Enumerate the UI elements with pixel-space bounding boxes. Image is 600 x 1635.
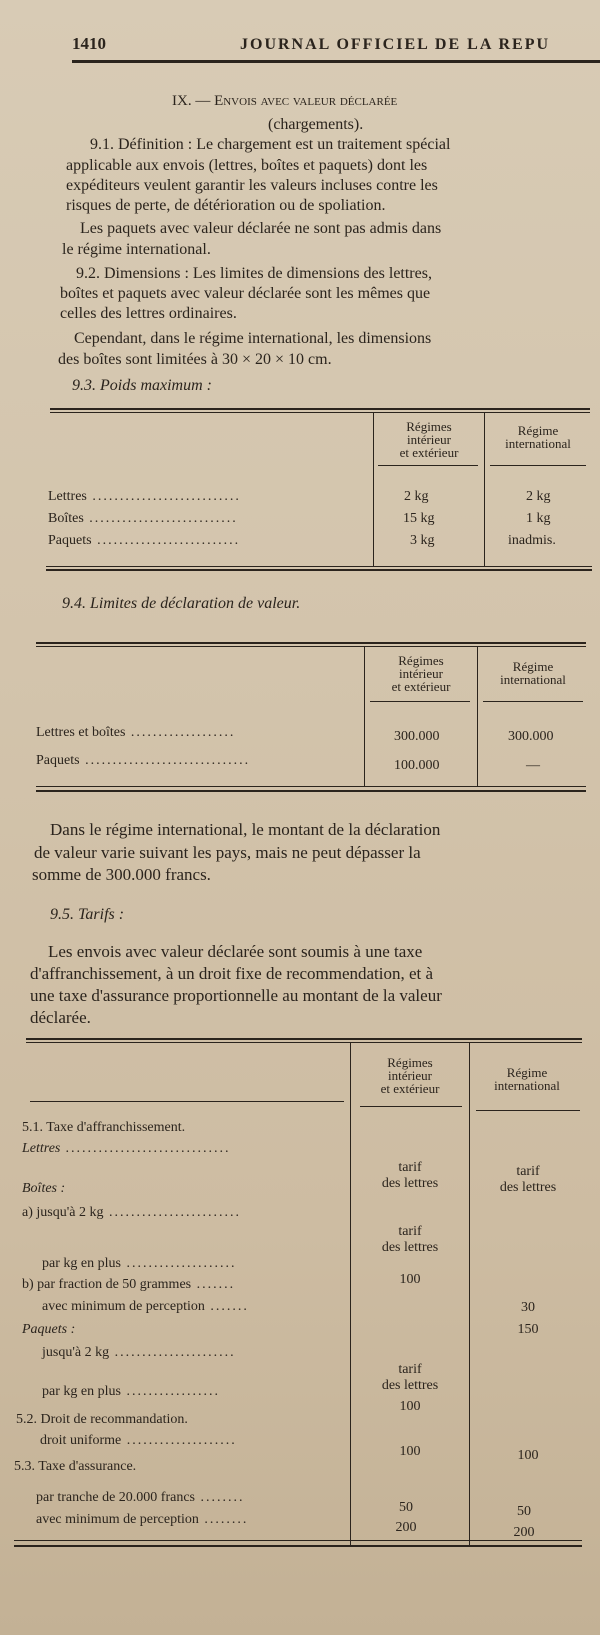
- p94-line-2: de valeur varie suivant les pays, mais ne peut dépasser la: [34, 843, 421, 862]
- section-subtitle: (chargements).: [268, 116, 364, 133]
- table-row: 5.2. Droit de recommandation.: [16, 1412, 188, 1427]
- page-number: 1410: [72, 34, 106, 53]
- table-row: droit uniforme ....................: [40, 1433, 237, 1448]
- table-row: Boîtes ...........................: [48, 511, 238, 526]
- table-row: a) jusqu'à 2 kg ........................: [22, 1205, 241, 1220]
- section-title: IX. — Envois avec valeur déclarée: [172, 93, 398, 109]
- table-row: par kg en plus ....................: [42, 1256, 237, 1271]
- p91b-line-2: le régime international.: [62, 241, 211, 258]
- p95-line-2: d'affranchissement, à un droit fixe de recommendation, et à: [30, 964, 434, 983]
- table-row: b) par fraction de 50 grammes .......: [22, 1277, 236, 1292]
- p91b-line-1: Les paquets avec valeur déclarée ne sont pas admis dans: [80, 220, 442, 237]
- table-row: 5.3. Taxe d'assurance.: [14, 1459, 137, 1474]
- table95-col1-header: Régimes intérieur et extérieur: [380, 1055, 440, 1096]
- p91-line-4: risques de perte, de détérioration ou de spoliation.: [66, 197, 386, 214]
- p92-line-2: boîtes et paquets avec valeur déclarée sont les mêmes que: [60, 285, 431, 302]
- table-row: 5.1. Taxe d'affranchissement.: [22, 1120, 186, 1135]
- p95-line-1: Les envois avec valeur déclarée sont soumis à une taxe: [48, 942, 423, 961]
- table-row: Lettres et boîtes ...................: [36, 725, 236, 740]
- table-row: Paquets ..............................: [36, 753, 251, 768]
- journal-title: JOURNAL OFFICIEL DE LA REPU: [240, 36, 551, 53]
- table94-col1-header: Régimes intérieur et extérieur: [391, 653, 451, 694]
- heading-9-4: 9.4. Limites de déclaration de valeur.: [62, 595, 301, 612]
- p91-line-2: applicable aux envois (lettres, boîtes et paquets) dont les: [66, 157, 428, 174]
- header-rule: [72, 60, 600, 63]
- table-row: par tranche de 20.000 francs ........: [36, 1490, 245, 1505]
- table94-col2-header: Régime international: [500, 659, 566, 687]
- table-row: Paquets ..........................: [48, 533, 241, 548]
- table93-col2-header: Régime international: [505, 423, 571, 451]
- heading-9-3: 9.3. Poids maximum :: [72, 377, 212, 394]
- table93-col1-header: Régimes intérieur et extérieur: [399, 419, 459, 460]
- p92-line-1: 9.2. Dimensions : Les limites de dimensions des lettres,: [76, 265, 432, 282]
- p92b-line-1: Cependant, dans le régime international, les dimensions: [74, 330, 432, 347]
- p94-line-1: Dans le régime international, le montant de la déclaration: [50, 820, 441, 839]
- table-row: avec minimum de perception ........: [36, 1512, 249, 1527]
- p91-line-3: expéditeurs veulent garantir les valeurs incluses contre les: [66, 177, 438, 194]
- table-row: par kg en plus .................: [42, 1384, 220, 1399]
- table-row: Lettres ..............................: [22, 1141, 231, 1156]
- table-row: jusqu'à 2 kg ......................: [42, 1345, 236, 1360]
- table-row: Paquets :: [22, 1322, 76, 1337]
- table-row: Boîtes :: [22, 1181, 66, 1196]
- p91-line-1: 9.1. Définition : Le chargement est un traitement spécial: [90, 136, 451, 153]
- p92-line-3: celles des lettres ordinaires.: [60, 305, 237, 322]
- p95-line-3: une taxe d'assurance proportionnelle au montant de la valeur: [30, 986, 442, 1005]
- document-page: 1410 JOURNAL OFFICIEL DE LA REPU IX. — Envois avec valeur déclarée (chargements). 9.1. Définition : Le chargement est un traitement spécial applicable aux envois (lettres, boîtes et paquets) dont les expéditeurs veulent garantir les valeurs incluses contre les risques de perte, de détérioration ou de spoliation. Les paquets avec valeur déclarée ne sont pas admis dans le régime international. 9.2. Dimensions : Les limites de dimensions des lettres, boîtes et paquets avec valeur déclarée sont les mêmes que celles des lettres ordinaires. Cependant, dans le régime international, les dimensions des boîtes sont limitées à 30 × 20 × 10 cm. 9.3. Poids maximum : Régimes intérieur et extérieur Régime international Lettres ........................... 2 kg 2 kg Boîtes ........................... 15 kg 1 kg Paquets .......................... 3 kg inadmis. 9.4. Limites de déclaration de valeur. Régimes intérieur et extérieur Régime international Lettres et boîtes ................... 300.000 300.000 Paquets .............................. 100.000 — Dans le régime international, le montant de la déclaration de valeur varie suivant les pays, mais ne peut dépasser la somme de 300.000 francs. 9.5. Tarifs : Les envois avec valeur déclarée sont soumis à une taxe d'affranchissement, à un droit fixe de recommendation, et à une taxe d'assurance proportionnelle au montant de la valeur déclarée. Régimes intérieur et extérieur Régime international 5.1. Taxe d'affranchissement. Lettres .............................. tarif des lettres tarif des lettres Boîtes : a) jusqu'à 2 kg ........................ tarif des lettres par kg en plus .................... 100 b) par fraction de 50 grammes ....... avec minimum de perception ....... 30 Paquets : 150 jusqu'à 2 kg ...................... tarif des lettres par kg en plus ................. 100 5.2. Droit de recommandation. droit uniforme .................... 100 100 5.3. Taxe d'assurance. par tranche de 20.000 francs ........ 50 50 avec minimum de perception ........ 200 200: [0, 0, 600, 1635]
- p92b-line-2: des boîtes sont limitées à 30 × 20 × 10 cm.: [58, 351, 332, 368]
- heading-9-5: 9.5. Tarifs :: [50, 906, 125, 923]
- table-row: avec minimum de perception .......: [42, 1299, 249, 1314]
- p94-line-3: somme de 300.000 francs.: [32, 865, 211, 884]
- table95-col2-header: Régime international: [494, 1065, 560, 1093]
- table-row: Lettres ...........................: [48, 489, 241, 504]
- p95-line-4: déclarée.: [30, 1008, 91, 1027]
